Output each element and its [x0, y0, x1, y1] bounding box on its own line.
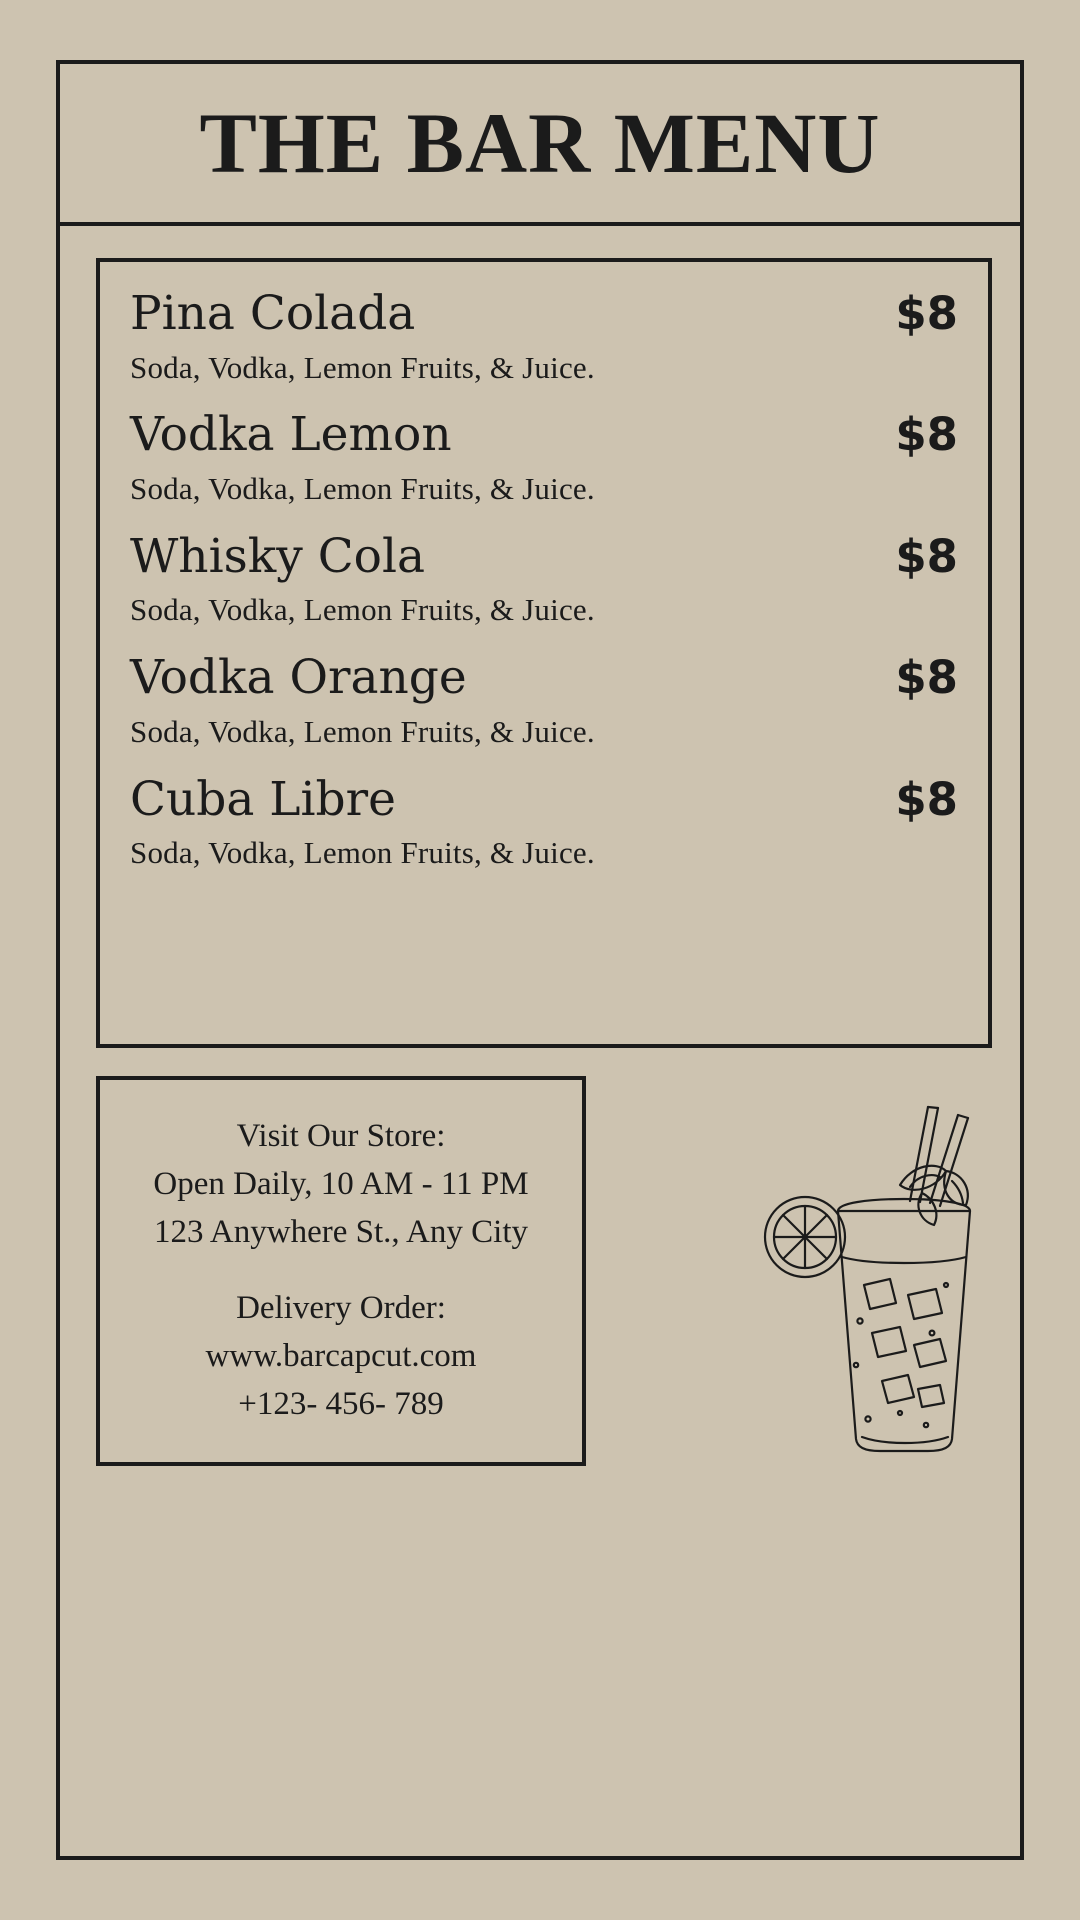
menu-item-header — [130, 528, 958, 584]
menu-item-name: Vodka Orange — [130, 650, 467, 706]
store-hours: Open Daily, 10 AM - 11 PM — [153, 1166, 529, 1203]
menu-item-description: Soda, Vodka, Lemon Fruits, & Juice. — [130, 349, 595, 385]
title-banner — [60, 64, 1020, 226]
page-title: THE BAR MENU — [199, 95, 881, 191]
menu-item-header — [130, 409, 958, 462]
list-item — [130, 528, 958, 630]
menu-item-name: Cuba Libre — [130, 771, 396, 827]
menu-item-header — [130, 288, 958, 341]
menu-item-header — [130, 771, 958, 827]
delivery-heading: Delivery Order: — [236, 1290, 446, 1326]
menu-item-price: $8 — [895, 408, 958, 462]
menu-item-description: Soda, Vodka, Lemon Fruits, & Juice. — [130, 713, 595, 749]
menu-item-description: Soda, Vodka, Lemon Fruits, & Juice. — [130, 592, 595, 628]
menu-item-description: Soda, Vodka, Lemon Fruits, & Juice. — [130, 471, 595, 506]
store-address: 123 Anywhere St., Any City — [153, 1214, 528, 1251]
list-item — [130, 288, 958, 387]
list-item — [130, 409, 958, 508]
menu-item-price: $8 — [895, 529, 958, 583]
list-item — [130, 771, 958, 873]
menu-item-description: Soda, Vodka, Lemon Fruits, & Juice. — [130, 835, 595, 871]
menu-item-header — [130, 652, 958, 705]
delivery-phone[interactable]: +123- 456- 789 — [238, 1385, 444, 1422]
menu-poster — [56, 60, 1024, 1860]
store-heading: Visit Our Store: — [236, 1118, 446, 1155]
menu-item-price: $8 — [895, 287, 958, 340]
menu-item-name: Vodka Lemon — [130, 407, 452, 463]
delivery-website[interactable]: www.barcapcut.com — [205, 1337, 477, 1374]
menu-item-price: $8 — [895, 651, 958, 705]
menu-item-name: Pina Colada — [130, 286, 416, 341]
menu-list — [96, 258, 992, 1048]
cocktail-glass-icon — [760, 1089, 1000, 1459]
menu-item-name: Whisky Cola — [130, 528, 426, 584]
menu-item-price: $8 — [895, 772, 958, 826]
list-item — [130, 652, 958, 751]
store-info-box — [96, 1076, 586, 1466]
